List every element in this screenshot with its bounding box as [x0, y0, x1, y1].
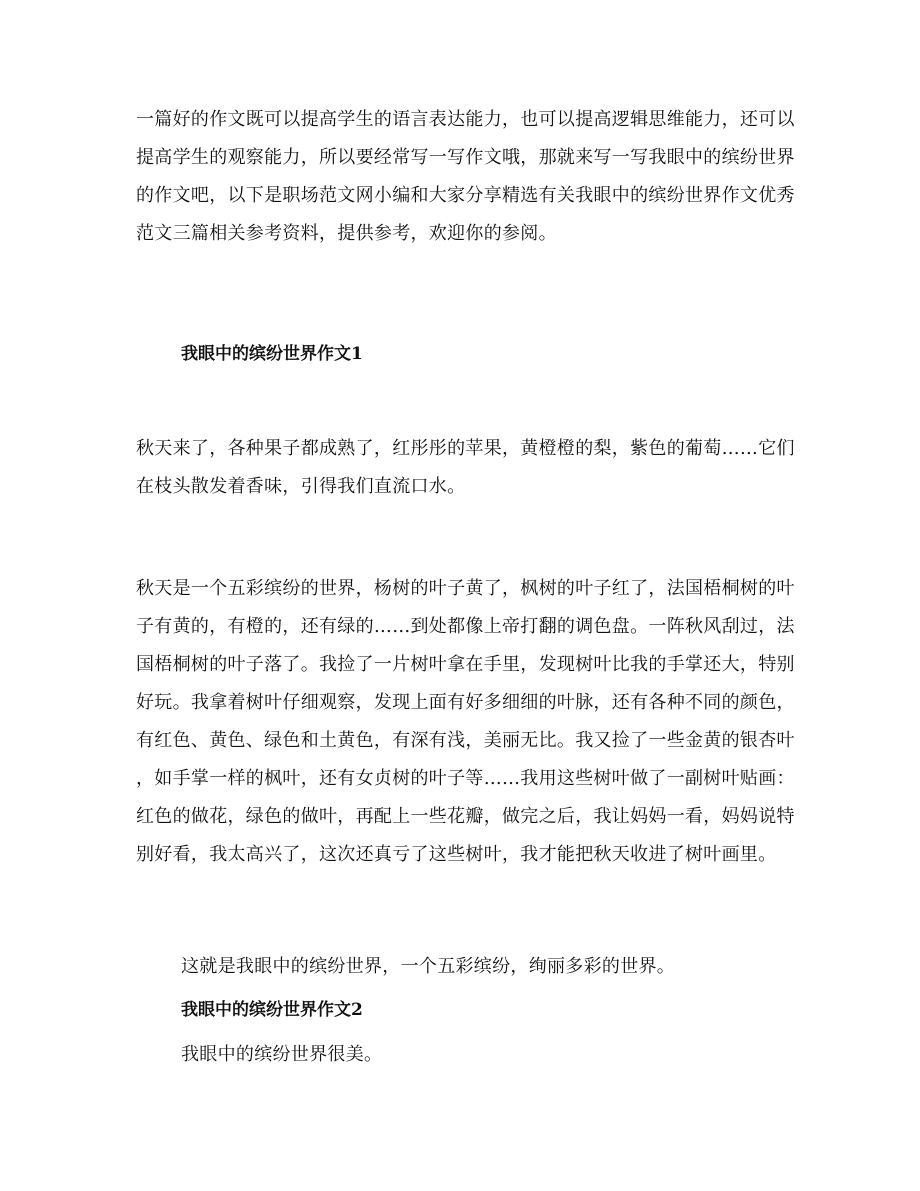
- essay1-paragraph-1: [136, 430, 796, 506]
- paragraph-line: 红色的做花，绿色的做叶，再配上一些花瓣，做完之后，我让妈妈一看，妈妈说特: [136, 806, 795, 827]
- paragraph-line: 子有黄的，有橙的，还有绿的……到处都像上帝打翻的调色盘。一阵秋风刮过，法: [136, 616, 795, 637]
- paragraph-line: 秋天是一个五彩缤纷的世界，杨树的叶子黄了，枫树的叶子红了，法国梧桐树的叶: [136, 578, 795, 599]
- essay1-paragraph-2: [136, 570, 796, 874]
- intro-line: 范文三篇相关参考资料，提供参考，欢迎你的参阅。: [136, 223, 557, 244]
- essay2-heading: 我眼中的缤纷世界作文2: [181, 1000, 363, 1020]
- paragraph-line: 在枝头散发着香味，引得我们直流口水。: [136, 476, 466, 497]
- paragraph-line: 好玩。我拿着树叶仔细观察，发现上面有好多细细的叶脉，还有各种不同的颜色，: [136, 692, 795, 713]
- paragraph-line: ，如手掌一样的枫叶，还有女贞树的叶子等……我用这些树叶做了一副树叶贴画：: [136, 768, 795, 789]
- paragraph-line: 有红色、黄色、绿色和土黄色，有深有浅，美丽无比。我又捡了一些金黄的银杏叶: [136, 730, 795, 751]
- paragraph-line: 别好看，我太高兴了，这次还真亏了这些树叶，我才能把秋天收进了树叶画里。: [136, 844, 777, 865]
- intro-line: 一篇好的作文既可以提高学生的语言表达能力，也可以提高逻辑思维能力，还可以: [136, 109, 795, 130]
- essay1-heading: 我眼中的缤纷世界作文1: [181, 344, 363, 364]
- essay2-first-line: 我眼中的缤纷世界很美。: [181, 1044, 383, 1065]
- paragraph-line: 秋天来了，各种果子都成熟了，红彤彤的苹果，黄橙橙的梨，紫色的葡萄……它们: [136, 438, 795, 459]
- intro-line: 提高学生的观察能力，所以要经常写一写作文哦，那就来写一写我眼中的缤纷世界: [136, 147, 795, 168]
- essay1-closing: 这就是我眼中的缤纷世界，一个五彩缤纷，绚丽多彩的世界。: [181, 956, 676, 977]
- intro-line: 的作文吧，以下是职场范文网小编和大家分享精选有关我眼中的缤纷世界作文优秀: [136, 185, 795, 206]
- paragraph-line: 国梧桐树的叶子落了。我捡了一片树叶拿在手里，发现树叶比我的手掌还大，特别: [136, 654, 795, 675]
- intro-paragraph: [136, 101, 796, 253]
